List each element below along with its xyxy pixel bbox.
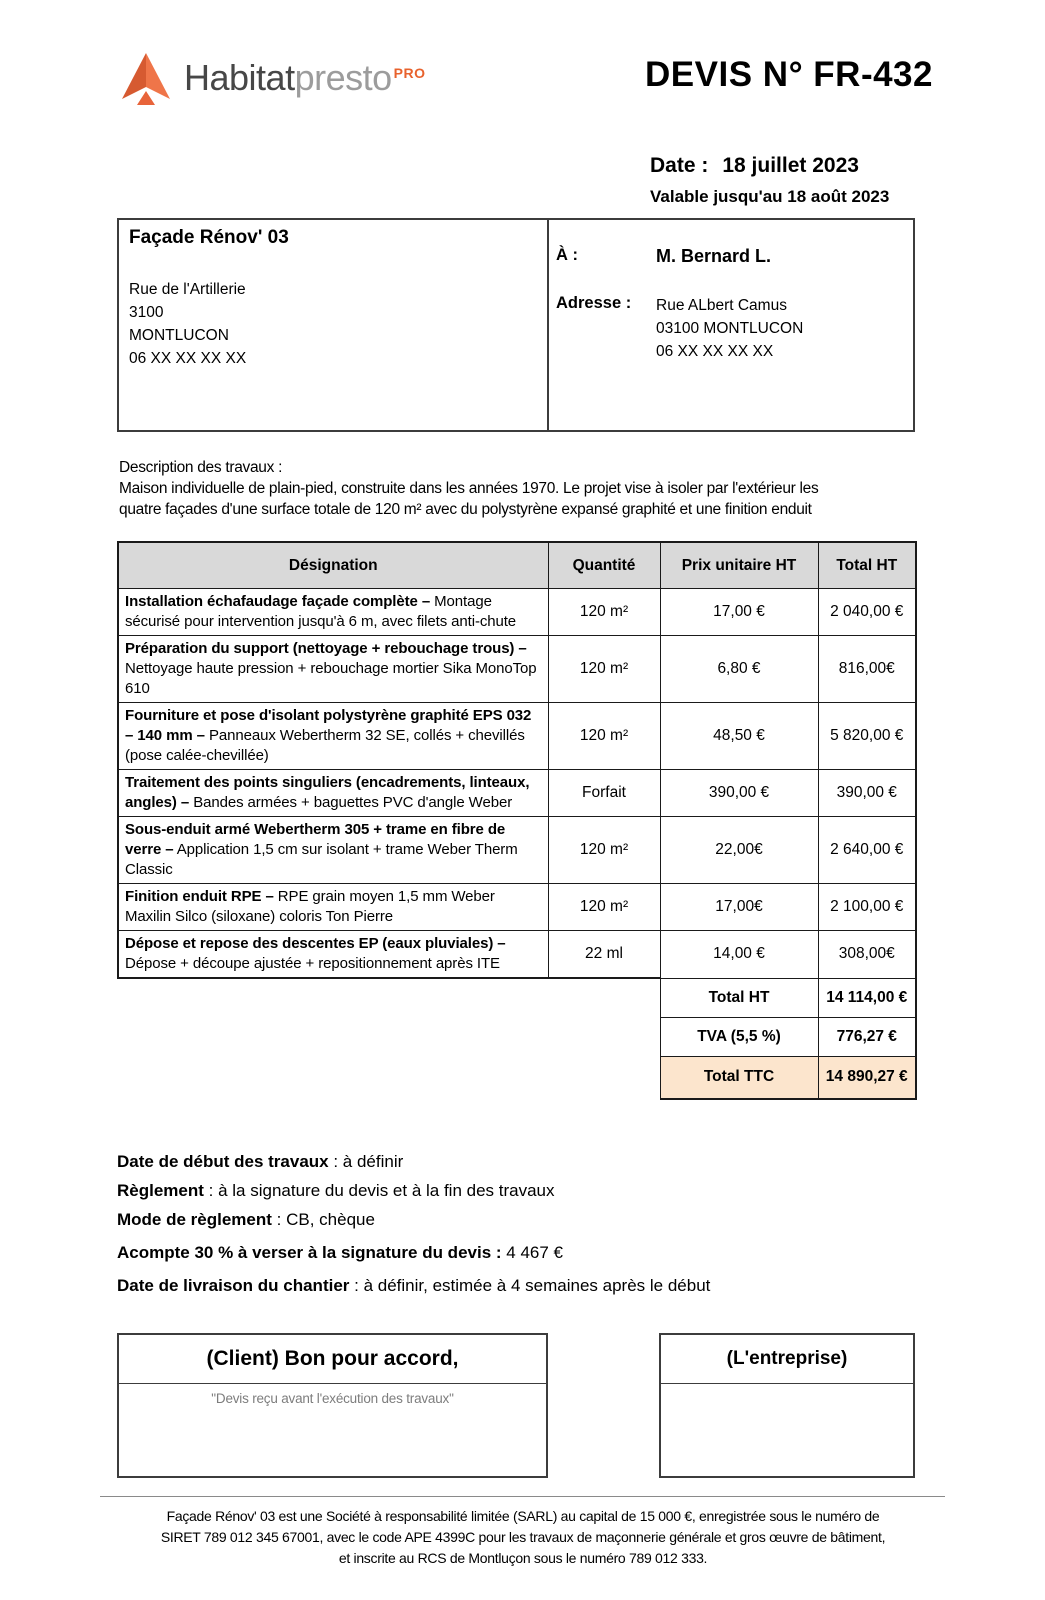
item-title: Sous-enduit armé Webertherm 305 + trame en fibre de verre – [125,821,506,858]
item-unit-price: 14,00 € [660,931,818,979]
item-title: Traitement des points singuliers (encadrements, linteaux, angles) – [125,774,530,811]
totals-spacer [118,978,660,1099]
company-name: Façade Rénov' 03 [129,227,289,248]
item-detail: Application 1,5 cm sur isolant + trame Weber Therm Classic [125,841,518,878]
col-header-prix-unitaire: Prix unitaire HT [660,542,818,589]
term-acompte: Acompte 30 % à verser à la signature du devis : 4 467 € [117,1243,563,1262]
client-address-line: Rue ALbert Camus [656,297,787,314]
client-name-row [556,246,907,267]
table-row [118,884,916,931]
item-quantity: 22 ml [548,931,660,979]
item-unit-price: 48,50 € [660,703,818,770]
total-ttc-value: 14 890,27 € [818,1056,916,1099]
date-value: 18 juillet 2023 [722,154,859,177]
client-signature-note: "Devis reçu avant l'exécution des travaux" [211,1391,454,1406]
col-header-total-ht: Total HT [818,542,916,589]
item-unit-price: 17,00 € [660,589,818,636]
tva-label: TVA (5,5 %) [660,1017,818,1056]
item-title: Installation échafaudage façade complète – [125,593,431,610]
item-detail: Panneaux Webertherm 32 SE, collés + chevillés (pose calée-chevillée) [125,727,525,764]
tva-value: 776,27 € [818,1017,916,1056]
term-reglement: Règlement : à la signature du devis et à la fin des travaux [117,1181,555,1200]
company-cell [119,220,549,430]
item-designation [118,589,548,636]
total-ttc-label: Total TTC [660,1056,818,1099]
client-signature-header: (Client) Bon pour accord, [119,1335,546,1384]
logo-habitat-text: Habitat [184,57,295,98]
quote-table [117,541,917,1100]
col-header-designation: Désignation [118,542,548,589]
description-line: quatre façades d'une surface totale de 120 m² avec du polystyrène expansé graphité et une finition enduit [119,501,812,518]
company-address-line: MONTLUCON [129,327,229,344]
item-quantity: 120 m² [548,589,660,636]
company-signature-box [659,1333,915,1478]
table-row [118,703,916,770]
item-quantity: Forfait [548,770,660,817]
works-description [119,457,929,520]
description-line: Maison individuelle de plain-pied, construite dans les années 1970. Le projet vise à isoler par l'extérieur les [119,480,819,497]
item-total: 2 040,00 € [818,589,916,636]
total-ht-label: Total HT [660,978,818,1017]
company-signature-header: (L'entreprise) [661,1335,913,1384]
item-total: 2 100,00 € [818,884,916,931]
footer-divider [100,1496,945,1497]
col-header-quantite: Quantité [548,542,660,589]
item-designation [118,770,548,817]
item-quantity: 120 m² [548,817,660,884]
item-total: 5 820,00 € [818,703,916,770]
item-unit-price: 22,00€ [660,817,818,884]
term-delivery-date: Date de livraison du chantier : à définir, estimée à 4 semaines après le début [117,1276,711,1295]
item-title: Préparation du support (nettoyage + rebouchage trous) – [125,640,527,657]
description-label: Description des travaux : [119,459,283,476]
client-cell [549,220,913,430]
company-phone: 06 XX XX XX XX [129,350,247,367]
table-row [118,636,916,703]
company-address-line: Rue de l'Artillerie [129,281,246,298]
item-total: 390,00 € [818,770,916,817]
term-mode-reglement: Mode de règlement : CB, chèque [117,1210,375,1229]
house-arrow-icon [117,50,175,106]
item-quantity: 120 m² [548,884,660,931]
item-total: 2 640,00 € [818,817,916,884]
table-row [118,589,916,636]
legal-footer-line: et inscrite au RCS de Montluçon sous le numéro 789 012 333. [338,1550,708,1566]
table-row [118,770,916,817]
address-label: Adresse : [556,294,632,312]
client-address [656,294,907,363]
item-detail: Bandes armées + baguettes PVC d'angle Weber [189,794,513,811]
client-address-line: 03100 MONTLUCON [656,320,804,337]
item-unit-price: 390,00 € [660,770,818,817]
logo-pro-badge: PRO [393,65,426,81]
to-label: À : [556,246,578,264]
date-line [650,154,889,178]
table-header-row [118,542,916,589]
total-ht-value: 14 114,00 € [818,978,916,1017]
payment-terms [117,1152,710,1305]
total-ht-row [118,978,916,1017]
item-detail: Montage sécurisé pour intervention jusqu'à 6 m, avec filets anti-chute [125,593,517,630]
item-designation [118,636,548,703]
table-row [118,931,916,979]
legal-footer-line: Façade Rénov' 03 est une Société à responsabilité limitée (SARL) au capital de 15 000 €, enregistrée sous le numéro de [166,1508,880,1524]
date-label: Date : [650,154,709,177]
item-designation [118,817,548,884]
client-name: M. Bernard L. [656,246,772,266]
item-designation [118,931,548,979]
habitatpresto-logo [117,50,425,106]
item-title: Fourniture et pose d'isolant polystyrène graphité EPS 032 – 140 mm – [125,707,532,744]
item-title: Finition enduit RPE – [125,888,274,905]
item-detail: Nettoyage haute pression + rebouchage mortier Sika MonoTop 610 [125,660,537,697]
parties-box [117,218,915,432]
legal-footer-line: SIRET 789 012 345 67001, avec le code APE 4399C pour les travaux de maçonnerie générale et gros œuvre de bâtiment, [160,1529,886,1545]
date-block [650,154,889,207]
item-title: Dépose et repose des descentes EP (eaux pluviales) – [125,935,506,952]
item-detail: Dépose + découpe ajustée + repositionnement après ITE [125,955,500,972]
client-phone: 06 XX XX XX XX [656,343,774,360]
item-quantity: 120 m² [548,636,660,703]
item-designation [118,884,548,931]
client-signature-box [117,1333,548,1478]
client-address-row [556,294,907,363]
item-detail: RPE grain moyen 1,5 mm Weber Maxilin Silco (siloxane) coloris Ton Pierre [125,888,495,925]
item-unit-price: 17,00€ [660,884,818,931]
table-row [118,817,916,884]
item-quantity: 120 m² [548,703,660,770]
validity-line: Valable jusqu'au 18 août 2023 [650,187,890,206]
logo-presto-text: presto [294,57,392,98]
company-address-line: 3100 [129,304,164,321]
item-designation [118,703,548,770]
item-total: 308,00€ [818,931,916,979]
item-total: 816,00€ [818,636,916,703]
item-unit-price: 6,80 € [660,636,818,703]
legal-footer [112,1506,934,1569]
page-title: DEVIS N° FR-432 [645,55,933,94]
logo-wordmark [184,57,426,98]
term-start-date: Date de début des travaux : à définir [117,1152,404,1171]
